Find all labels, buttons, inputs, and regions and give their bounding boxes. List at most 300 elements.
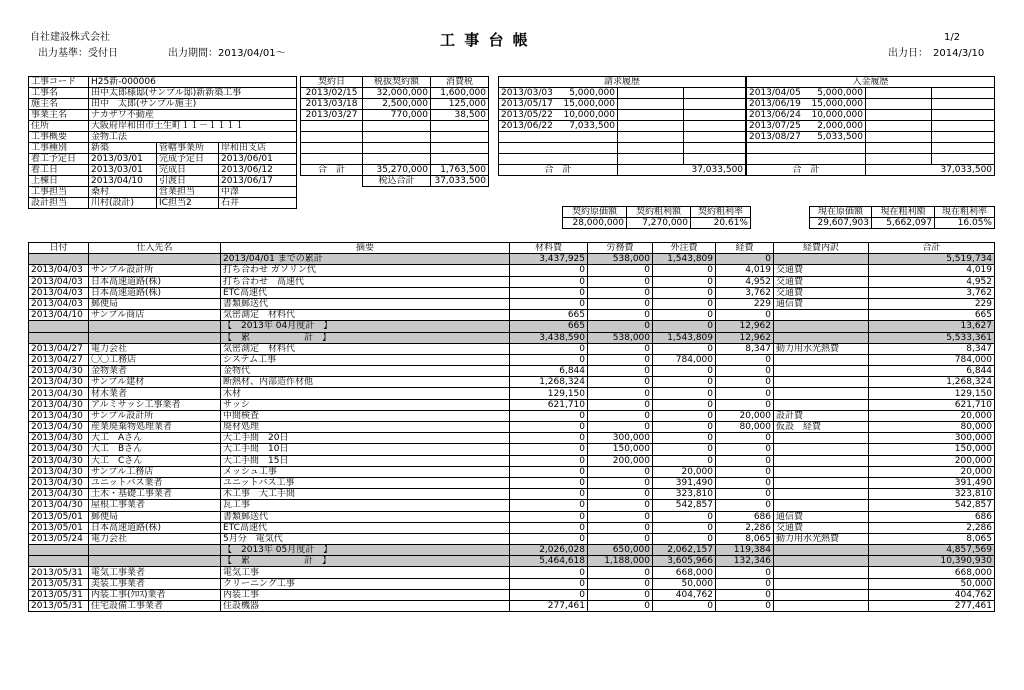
billing-blank bbox=[618, 110, 684, 121]
info-row bbox=[29, 110, 297, 121]
ledger-header: 材料費 bbox=[510, 243, 588, 254]
info-row bbox=[29, 77, 297, 88]
contract-tax bbox=[431, 143, 489, 154]
ledger-cell: 郵便局 bbox=[89, 298, 221, 309]
ledger-cell: 686 bbox=[869, 511, 995, 522]
info-value: 2013/03/01 bbox=[89, 154, 157, 165]
ledger-cell: 2,286 bbox=[869, 522, 995, 533]
company-name: 自社建設株式会社 bbox=[30, 32, 110, 43]
ledger-cell: 0 bbox=[653, 276, 716, 287]
output-period: 出力期間：2013/04/01～ bbox=[168, 48, 286, 59]
ledger-row bbox=[29, 377, 995, 388]
contract-total-amount: 35,270,000 bbox=[363, 165, 431, 176]
project-info-table bbox=[28, 76, 297, 209]
info-value: 新築 bbox=[89, 143, 157, 154]
ledger-cell: 0 bbox=[588, 366, 653, 377]
ledger-cell: 2013/04/27 bbox=[29, 343, 89, 354]
ledger-cell: 0 bbox=[588, 533, 653, 544]
info-label: 営業担当 bbox=[157, 187, 219, 198]
ledger-cell: 【 累 計 】 bbox=[221, 556, 510, 567]
ledger-cell: サンプル商店 bbox=[89, 310, 221, 321]
ledger-cell: 土木・基礎工事業者 bbox=[89, 489, 221, 500]
info-value: ナカザワ不動産 bbox=[89, 110, 297, 121]
ledger-cell: 0 bbox=[716, 455, 774, 466]
ledger-cell bbox=[774, 444, 869, 455]
ledger-cell: 0 bbox=[510, 276, 588, 287]
contract-date bbox=[301, 143, 363, 154]
ledger-cell: 650,000 bbox=[588, 545, 653, 556]
info-value: 金物工法 bbox=[89, 132, 297, 143]
ledger-cell: 2013/04/30 bbox=[29, 477, 89, 488]
contract-tax bbox=[431, 154, 489, 165]
ledger-cell: 木材 bbox=[221, 388, 510, 399]
current-cost-value: 29,607,903 bbox=[810, 218, 872, 229]
ledger-cell: 0 bbox=[716, 354, 774, 365]
billing-amount bbox=[556, 143, 618, 154]
billing-date: 2013/05/22 bbox=[499, 110, 556, 121]
info-label: 着工日 bbox=[29, 165, 89, 176]
ledger-cell: 0 bbox=[653, 533, 716, 544]
ledger-cell: 3,762 bbox=[869, 287, 995, 298]
contract-cost-value: 28,000,000 bbox=[563, 218, 627, 229]
billing-history-table bbox=[498, 76, 746, 176]
info-value: H25新-000006 bbox=[89, 77, 297, 88]
ledger-cell: 0 bbox=[588, 321, 653, 332]
billing-blank bbox=[618, 99, 684, 110]
ledger-cell bbox=[774, 366, 869, 377]
payment-blank bbox=[866, 110, 932, 121]
info-row bbox=[29, 143, 297, 154]
ledger-cell: 80,000 bbox=[869, 422, 995, 433]
contract-tax bbox=[431, 132, 489, 143]
ledger-cell: 0 bbox=[510, 589, 588, 600]
ledger-cell: 住宅設備工事業者 bbox=[89, 601, 221, 612]
info-label: IC担当2 bbox=[157, 198, 219, 209]
contract-date: 2013/02/15 bbox=[301, 88, 363, 99]
payment-title: 入金履歴 bbox=[747, 77, 995, 88]
contract-amount bbox=[363, 132, 431, 143]
billing-blank bbox=[684, 99, 746, 110]
ledger-cell: 通信費 bbox=[774, 298, 869, 309]
ledger-cell: 5,533,361 bbox=[869, 332, 995, 343]
ledger-cell: 2013/05/01 bbox=[29, 522, 89, 533]
payment-row bbox=[747, 121, 995, 132]
ledger-cell: 0 bbox=[716, 388, 774, 399]
ledger-cell: 50,000 bbox=[653, 578, 716, 589]
ledger-row bbox=[29, 354, 995, 365]
ledger-cell: 0 bbox=[653, 399, 716, 410]
ledger-cell: 150,000 bbox=[588, 444, 653, 455]
ledger-cell: 日本高速道路(株) bbox=[89, 522, 221, 533]
ledger-cell bbox=[774, 433, 869, 444]
ledger-row bbox=[29, 388, 995, 399]
payment-date: 2013/06/24 bbox=[747, 110, 804, 121]
ledger-cell: 1,543,809 bbox=[653, 332, 716, 343]
contract-cost-table bbox=[562, 206, 751, 229]
payment-date: 2013/06/19 bbox=[747, 99, 804, 110]
info-label: 工事概要 bbox=[29, 132, 89, 143]
ledger-cell bbox=[774, 589, 869, 600]
billing-date: 2013/05/17 bbox=[499, 99, 556, 110]
ledger-cell: 0 bbox=[653, 410, 716, 421]
contract-amount bbox=[363, 143, 431, 154]
ledger-header: 経費 bbox=[716, 243, 774, 254]
info-row bbox=[29, 198, 297, 209]
ledger-cell: 277,461 bbox=[869, 601, 995, 612]
ledger-header: 日付 bbox=[29, 243, 89, 254]
ledger-cell: 3,762 bbox=[716, 287, 774, 298]
billing-blank bbox=[684, 143, 746, 154]
ledger-cell: 0 bbox=[653, 422, 716, 433]
ledger-row bbox=[29, 298, 995, 309]
ledger-cell bbox=[774, 500, 869, 511]
ledger-cell: 129,150 bbox=[510, 388, 588, 399]
ledger-cell: 2013/04/30 bbox=[29, 500, 89, 511]
ledger-cell: 132,346 bbox=[716, 556, 774, 567]
ledger-cell: 動力用水光熱費 bbox=[774, 533, 869, 544]
ledger-cell bbox=[29, 545, 89, 556]
ledger-cell: 0 bbox=[510, 533, 588, 544]
ledger-cell: 2013/05/31 bbox=[29, 601, 89, 612]
current-cost-header: 現在原価額 bbox=[810, 207, 872, 218]
billing-row bbox=[499, 143, 746, 154]
ledger-cell: 0 bbox=[588, 489, 653, 500]
ledger-header: 労務費 bbox=[588, 243, 653, 254]
ledger-cell: 538,000 bbox=[588, 332, 653, 343]
info-value: 2013/06/12 bbox=[219, 165, 297, 176]
contract-date: 2013/03/27 bbox=[301, 110, 363, 121]
ledger-cell: 内装工事 bbox=[221, 589, 510, 600]
ledger-cell: 設計費 bbox=[774, 410, 869, 421]
ledger-cell: 8,065 bbox=[716, 533, 774, 544]
ledger-cell: 1,188,000 bbox=[588, 556, 653, 567]
ledger-cell bbox=[89, 556, 221, 567]
ledger-cell: 2013/04/30 bbox=[29, 399, 89, 410]
ledger-cell: 3,438,590 bbox=[510, 332, 588, 343]
ledger-cell bbox=[774, 377, 869, 388]
billing-date: 2013/03/03 bbox=[499, 88, 556, 99]
ledger-cell: 0 bbox=[716, 477, 774, 488]
ledger-cell: 20,000 bbox=[716, 410, 774, 421]
info-row bbox=[29, 88, 297, 99]
ledger-cell: 391,490 bbox=[869, 477, 995, 488]
ledger-cell: 〇〇工務店 bbox=[89, 354, 221, 365]
ledger-cell bbox=[89, 321, 221, 332]
ledger-cell: 大工 Cさん bbox=[89, 455, 221, 466]
ledger-cell: 119,384 bbox=[716, 545, 774, 556]
ledger-cell: 2013/04/03 bbox=[29, 265, 89, 276]
ledger-cell: メッシュ工事 bbox=[221, 466, 510, 477]
ledger-cell: 0 bbox=[510, 343, 588, 354]
ledger-cell: 【 2013年 05月度計 】 bbox=[221, 545, 510, 556]
ledger-cell: 大工手間 20日 bbox=[221, 433, 510, 444]
ledger-cell: 300,000 bbox=[869, 433, 995, 444]
contract-tax: 1,600,000 bbox=[431, 88, 489, 99]
ledger-cell: 0 bbox=[716, 500, 774, 511]
ledger-cell: 20,000 bbox=[869, 466, 995, 477]
ledger-cell: 2,062,157 bbox=[653, 545, 716, 556]
info-value: 桑村 bbox=[89, 187, 157, 198]
info-row bbox=[29, 154, 297, 165]
ledger-cell: システム工事 bbox=[221, 354, 510, 365]
payment-total: 37,033,500 bbox=[866, 165, 995, 176]
ledger-cell: 金物業者 bbox=[89, 366, 221, 377]
ledger-cell: 5,519,734 bbox=[869, 254, 995, 265]
ledger-cell bbox=[774, 489, 869, 500]
payment-history-table bbox=[746, 76, 995, 176]
ledger-row bbox=[29, 455, 995, 466]
contract-total-tax: 1,763,500 bbox=[431, 165, 489, 176]
contract-header: 契約日 bbox=[301, 77, 363, 88]
ledger-cell: 住設機器 bbox=[221, 601, 510, 612]
info-label: 完成日 bbox=[157, 165, 219, 176]
contract-tax: 38,500 bbox=[431, 110, 489, 121]
ledger-cell: サンプル建材 bbox=[89, 377, 221, 388]
contract-tax: 125,000 bbox=[431, 99, 489, 110]
ledger-row bbox=[29, 310, 995, 321]
ledger-cell: 打ち合わせ ガソリン代 bbox=[221, 265, 510, 276]
ledger-cell: 8,347 bbox=[716, 343, 774, 354]
ledger-cell: 2013/04/30 bbox=[29, 377, 89, 388]
info-value: 2013/06/01 bbox=[219, 154, 297, 165]
ledger-cell bbox=[774, 567, 869, 578]
contract-amount: 2,500,000 bbox=[363, 99, 431, 110]
payment-blank bbox=[932, 110, 995, 121]
ledger-cell: 2013/05/24 bbox=[29, 533, 89, 544]
ledger-cell: 0 bbox=[510, 287, 588, 298]
ledger-cell: 0 bbox=[588, 422, 653, 433]
ledger-row bbox=[29, 399, 995, 410]
info-value: 大阪府岸和田市土生町１１－１１１１ bbox=[89, 121, 297, 132]
ledger-cell: 0 bbox=[653, 388, 716, 399]
ledger-cell: 2013/04/30 bbox=[29, 410, 89, 421]
payment-date bbox=[747, 154, 804, 165]
contract-profit-header: 契約粗利額 bbox=[627, 207, 691, 218]
payment-blank bbox=[866, 143, 932, 154]
info-value: 2013/06/17 bbox=[219, 176, 297, 187]
billing-date bbox=[499, 154, 556, 165]
ledger-cell bbox=[29, 254, 89, 265]
info-label: 事業主名 bbox=[29, 110, 89, 121]
page-number: 1/2 bbox=[944, 32, 961, 43]
ledger-row bbox=[29, 500, 995, 511]
ledger-cell bbox=[774, 332, 869, 343]
ledger-cell: 【 累 計 】 bbox=[221, 332, 510, 343]
ledger-cell: ETC高速代 bbox=[221, 522, 510, 533]
ledger-row bbox=[29, 422, 995, 433]
ledger-cell: 0 bbox=[588, 500, 653, 511]
ledger-cell: 323,810 bbox=[653, 489, 716, 500]
ledger-cell: 2013/05/31 bbox=[29, 578, 89, 589]
ledger-cell: 美装工事業者 bbox=[89, 578, 221, 589]
ledger-cell: 0 bbox=[716, 399, 774, 410]
contract-amount: 32,000,000 bbox=[363, 88, 431, 99]
billing-row bbox=[499, 132, 746, 143]
contract-table bbox=[300, 76, 489, 187]
ledger-header: 経費内訳 bbox=[774, 243, 869, 254]
ledger-cell bbox=[774, 601, 869, 612]
ledger-cell: 404,762 bbox=[869, 589, 995, 600]
contract-date: 2013/03/18 bbox=[301, 99, 363, 110]
ledger-cell: 中間検査 bbox=[221, 410, 510, 421]
ledger-subtotal-row bbox=[29, 556, 995, 567]
info-value: 岸和田支店 bbox=[219, 143, 297, 154]
ledger-cell: 0 bbox=[510, 522, 588, 533]
ledger-row bbox=[29, 444, 995, 455]
contract-rate-header: 契約粗利率 bbox=[691, 207, 751, 218]
ledger-row bbox=[29, 511, 995, 522]
ledger-cell: 交通費 bbox=[774, 287, 869, 298]
ledger-cell: 200,000 bbox=[869, 455, 995, 466]
ledger-cell: 2013/04/30 bbox=[29, 422, 89, 433]
contract-row bbox=[301, 143, 489, 154]
info-label: 工事コード bbox=[29, 77, 89, 88]
ledger-cell: 12,962 bbox=[716, 332, 774, 343]
billing-amount: 15,000,000 bbox=[556, 99, 618, 110]
ledger-cell: 50,000 bbox=[869, 578, 995, 589]
billing-total: 37,033,500 bbox=[618, 165, 746, 176]
ledger-cell: 391,490 bbox=[653, 477, 716, 488]
ledger-cell bbox=[29, 321, 89, 332]
ledger-cell: 229 bbox=[716, 298, 774, 309]
ledger-cell: 0 bbox=[653, 366, 716, 377]
ledger-cell: 3,437,925 bbox=[510, 254, 588, 265]
payment-date: 2013/04/05 bbox=[747, 88, 804, 99]
ledger-row bbox=[29, 287, 995, 298]
payment-blank bbox=[866, 121, 932, 132]
ledger-cell: 内装工事(ｸﾛｽ)業者 bbox=[89, 589, 221, 600]
contract-row bbox=[301, 110, 489, 121]
ledger-cell: 5月分 電気代 bbox=[221, 533, 510, 544]
billing-amount bbox=[556, 132, 618, 143]
ledger-cell: 瓦工事 bbox=[221, 500, 510, 511]
ledger-cell: サッシ bbox=[221, 399, 510, 410]
ledger-cell: 大工手間 10日 bbox=[221, 444, 510, 455]
payment-blank bbox=[866, 99, 932, 110]
ledger-cell: 784,000 bbox=[869, 354, 995, 365]
ledger-cell: 784,000 bbox=[653, 354, 716, 365]
contract-incl-label: 税込合計 bbox=[363, 176, 431, 187]
ledger-cell: 2013/05/31 bbox=[29, 567, 89, 578]
ledger-cell bbox=[774, 354, 869, 365]
ledger-cell: 665 bbox=[510, 321, 588, 332]
ledger-cell: 0 bbox=[716, 433, 774, 444]
billing-row bbox=[499, 110, 746, 121]
ledger-cell: 1,543,809 bbox=[653, 254, 716, 265]
payment-row bbox=[747, 132, 995, 143]
info-value: 田中太郎様邸(サンプル邸)新新築工事 bbox=[89, 88, 297, 99]
contract-date bbox=[301, 121, 363, 132]
ledger-cell: 665 bbox=[869, 310, 995, 321]
ledger-cell: 200,000 bbox=[588, 455, 653, 466]
payment-amount bbox=[804, 154, 866, 165]
ledger-cell: 金物代 bbox=[221, 366, 510, 377]
ledger-cell: 0 bbox=[588, 287, 653, 298]
ledger-cell: 0 bbox=[510, 455, 588, 466]
ledger-cell: 0 bbox=[653, 321, 716, 332]
ledger-cell: 0 bbox=[588, 589, 653, 600]
ledger-cell: 0 bbox=[588, 265, 653, 276]
ledger-cell: 2013/04/30 bbox=[29, 455, 89, 466]
ledger-cell: 仮設 経費 bbox=[774, 422, 869, 433]
ledger-cell: 0 bbox=[653, 433, 716, 444]
ledger-cell: 0 bbox=[716, 601, 774, 612]
billing-amount bbox=[556, 154, 618, 165]
billing-row bbox=[499, 99, 746, 110]
billing-amount: 5,000,000 bbox=[556, 88, 618, 99]
ledger-row bbox=[29, 477, 995, 488]
ledger-cell: 屋根工事業者 bbox=[89, 500, 221, 511]
ledger-cell: 2013/04/03 bbox=[29, 276, 89, 287]
info-value: 川村(設計) bbox=[89, 198, 157, 209]
ledger-cell: 13,627 bbox=[869, 321, 995, 332]
ledger-cell: 0 bbox=[653, 310, 716, 321]
ledger-cell: 2,026,028 bbox=[510, 545, 588, 556]
info-value: 2013/04/10 bbox=[89, 176, 157, 187]
ledger-cell: 542,857 bbox=[653, 500, 716, 511]
info-label: 管轄事業所 bbox=[157, 143, 219, 154]
ledger-cell: 0 bbox=[653, 601, 716, 612]
ledger-cell: 621,710 bbox=[510, 399, 588, 410]
contract-incl-total: 37,033,500 bbox=[431, 176, 489, 187]
ledger-cell: 郵便局 bbox=[89, 511, 221, 522]
ledger-cell: 断熱材、内部造作材他 bbox=[221, 377, 510, 388]
ledger-cell: 木工事 大工手間 bbox=[221, 489, 510, 500]
info-row bbox=[29, 121, 297, 132]
billing-row bbox=[499, 88, 746, 99]
billing-amount: 10,000,000 bbox=[556, 110, 618, 121]
ledger-cell: クリーニング工事 bbox=[221, 578, 510, 589]
ledger-cell: サンプル設計所 bbox=[89, 265, 221, 276]
info-row bbox=[29, 187, 297, 198]
payment-row bbox=[747, 99, 995, 110]
payment-blank bbox=[866, 154, 932, 165]
ledger-row bbox=[29, 601, 995, 612]
ledger-cell: 材木業者 bbox=[89, 388, 221, 399]
ledger-cell: 20,000 bbox=[653, 466, 716, 477]
ledger-cell: 0 bbox=[588, 276, 653, 287]
ledger-cell: 2013/04/30 bbox=[29, 388, 89, 399]
ledger-cell: 電力会社 bbox=[89, 343, 221, 354]
ledger-table bbox=[28, 242, 995, 612]
payment-date: 2013/07/25 bbox=[747, 121, 804, 132]
ledger-row bbox=[29, 410, 995, 421]
info-row bbox=[29, 99, 297, 110]
ledger-cell: 2013/04/30 bbox=[29, 489, 89, 500]
ledger-cell: 621,710 bbox=[869, 399, 995, 410]
ledger-row bbox=[29, 433, 995, 444]
ledger-cell: 4,952 bbox=[716, 276, 774, 287]
billing-amount: 7,033,500 bbox=[556, 121, 618, 132]
payment-blank bbox=[932, 154, 995, 165]
ledger-cell: 2013/04/03 bbox=[29, 298, 89, 309]
ledger-cell: 0 bbox=[653, 511, 716, 522]
ledger-subtotal-row bbox=[29, 545, 995, 556]
ledger-cell bbox=[29, 332, 89, 343]
info-value: 石井 bbox=[219, 198, 297, 209]
ledger-cell: 0 bbox=[510, 511, 588, 522]
billing-title: 請求履歴 bbox=[499, 77, 746, 88]
ledger-cell: 0 bbox=[588, 578, 653, 589]
ledger-cell: 0 bbox=[510, 578, 588, 589]
info-label: 着工予定日 bbox=[29, 154, 89, 165]
ledger-cell: 0 bbox=[510, 466, 588, 477]
ledger-cell: 0 bbox=[716, 254, 774, 265]
ledger-cell: 0 bbox=[588, 466, 653, 477]
ledger-cell: 0 bbox=[588, 601, 653, 612]
ledger-cell: 廃材処理 bbox=[221, 422, 510, 433]
ledger-cell: 0 bbox=[588, 298, 653, 309]
